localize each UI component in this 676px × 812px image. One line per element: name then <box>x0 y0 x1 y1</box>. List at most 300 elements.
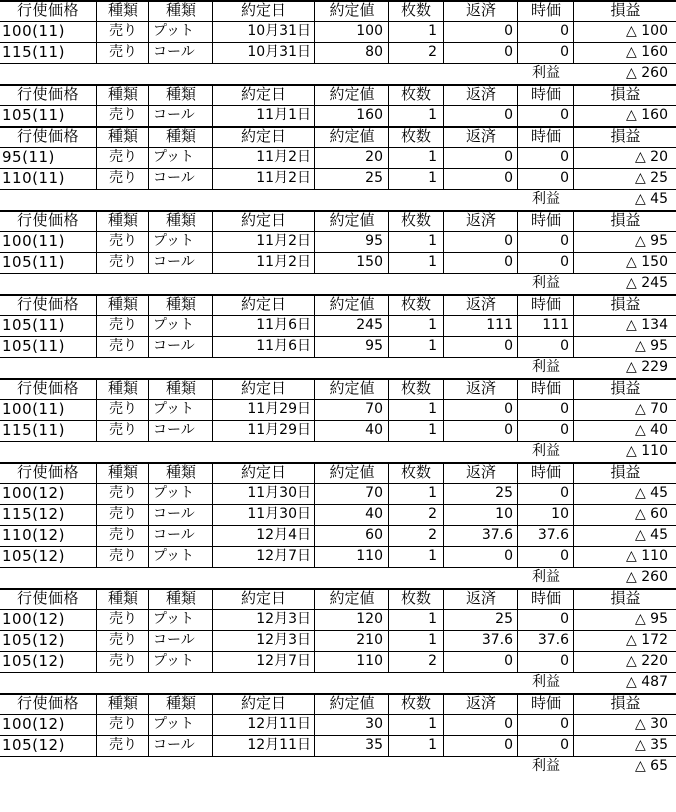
column-divider <box>443 546 444 567</box>
header-profit-loss: 損益 <box>610 211 641 229</box>
column-divider <box>443 168 444 189</box>
cell-market-value: 0 <box>560 485 569 501</box>
profit-total: △ 65 <box>634 758 668 774</box>
column-divider <box>148 651 149 672</box>
header-quantity: 枚数 <box>400 1 431 19</box>
cell-type-option: プット <box>153 149 195 165</box>
trade-row <box>0 399 676 420</box>
cell-type-side: 売り <box>109 254 137 270</box>
column-divider <box>517 21 518 42</box>
profit-total: △ 487 <box>626 674 668 690</box>
column-divider <box>148 336 149 357</box>
cell-type-side: 売り <box>109 170 137 186</box>
column-divider <box>573 336 574 357</box>
cell-strike-price: 105(11) <box>2 253 65 271</box>
column-divider <box>573 294 574 315</box>
cell-type-option: コール <box>153 737 195 753</box>
profit-label: 利益 <box>532 569 560 585</box>
column-divider <box>573 168 574 189</box>
column-divider <box>443 0 444 21</box>
cell-type-option: プット <box>153 653 195 669</box>
column-divider <box>443 315 444 336</box>
column-divider <box>212 420 213 441</box>
column-divider <box>314 504 315 525</box>
cell-trade-price: 150 <box>356 254 383 270</box>
header-quantity: 枚数 <box>400 85 431 103</box>
column-divider <box>443 399 444 420</box>
cell-trade-price: 110 <box>356 653 383 669</box>
column-divider <box>443 483 444 504</box>
header-row <box>0 378 676 399</box>
cell-profit-loss: △ 30 <box>634 716 668 732</box>
column-divider <box>96 42 97 63</box>
cell-trade-date: 12月3日 <box>256 632 311 648</box>
column-divider <box>388 84 389 105</box>
column-divider <box>148 630 149 651</box>
column-divider <box>314 315 315 336</box>
header-type-side: 種類 <box>107 295 138 313</box>
header-trade-price: 約定値 <box>329 379 375 397</box>
cell-strike-price: 100(12) <box>2 484 65 502</box>
cell-type-side: 売り <box>109 422 137 438</box>
cell-type-side: 売り <box>109 506 137 522</box>
column-divider <box>388 210 389 231</box>
header-quantity: 枚数 <box>400 589 431 607</box>
cell-repayment: 0 <box>504 149 513 165</box>
column-divider <box>517 420 518 441</box>
column-divider <box>388 294 389 315</box>
header-profit-loss: 損益 <box>610 589 641 607</box>
column-divider <box>573 483 574 504</box>
header-repayment: 返済 <box>465 1 496 19</box>
profit-total: △ 260 <box>626 569 668 585</box>
header-quantity: 枚数 <box>400 379 431 397</box>
cell-trade-date: 11月30日 <box>247 485 311 501</box>
column-divider <box>96 105 97 126</box>
cell-type-side: 売り <box>109 338 137 354</box>
column-divider <box>96 735 97 756</box>
cell-quantity: 1 <box>428 548 437 564</box>
trade-row <box>0 315 676 336</box>
header-profit-loss: 損益 <box>610 694 641 712</box>
trade-row <box>0 336 676 357</box>
column-divider <box>517 147 518 168</box>
cell-repayment: 37.6 <box>481 632 513 648</box>
column-divider <box>212 378 213 399</box>
cell-type-side: 売り <box>109 716 137 732</box>
cell-type-option: コール <box>153 527 195 543</box>
column-divider <box>517 525 518 546</box>
column-divider <box>314 651 315 672</box>
column-divider <box>573 609 574 630</box>
column-divider <box>212 504 213 525</box>
column-divider <box>96 714 97 735</box>
cell-strike-price: 105(11) <box>2 106 65 124</box>
cell-trade-price: 110 <box>356 548 383 564</box>
column-divider <box>212 126 213 147</box>
cell-type-side: 売り <box>109 44 137 60</box>
column-divider <box>314 735 315 756</box>
column-divider <box>96 336 97 357</box>
column-divider <box>443 84 444 105</box>
header-strike-price: 行使価格 <box>16 589 79 607</box>
cell-strike-price: 100(11) <box>2 232 65 250</box>
cell-type-option: コール <box>153 506 195 522</box>
column-divider <box>212 609 213 630</box>
header-row <box>0 210 676 231</box>
cell-quantity: 1 <box>428 254 437 270</box>
header-type-side: 種類 <box>107 694 138 712</box>
header-row <box>0 84 676 105</box>
header-type-option: 種類 <box>165 295 196 313</box>
profit-total: △ 45 <box>634 191 668 207</box>
column-divider <box>96 420 97 441</box>
column-divider <box>148 483 149 504</box>
column-divider <box>96 504 97 525</box>
cell-market-value: 0 <box>560 716 569 732</box>
column-divider <box>148 0 149 21</box>
header-strike-price: 行使価格 <box>16 295 79 313</box>
column-divider <box>314 588 315 609</box>
column-divider <box>573 399 574 420</box>
cell-trade-price: 210 <box>356 632 383 648</box>
header-row <box>0 0 676 21</box>
header-type-option: 種類 <box>165 694 196 712</box>
column-divider <box>573 630 574 651</box>
column-divider <box>212 231 213 252</box>
column-divider <box>443 126 444 147</box>
column-divider <box>96 231 97 252</box>
cell-repayment: 0 <box>504 44 513 60</box>
column-divider <box>443 504 444 525</box>
column-divider <box>443 462 444 483</box>
cell-trade-date: 10月31日 <box>247 23 311 39</box>
column-divider <box>314 168 315 189</box>
column-divider <box>314 252 315 273</box>
cell-profit-loss: △ 160 <box>626 44 668 60</box>
cell-type-option: コール <box>153 170 195 186</box>
column-divider <box>443 588 444 609</box>
column-divider <box>212 315 213 336</box>
column-divider <box>517 105 518 126</box>
cell-market-value: 0 <box>560 44 569 60</box>
column-divider <box>212 21 213 42</box>
column-divider <box>573 714 574 735</box>
column-divider <box>388 231 389 252</box>
column-divider <box>443 21 444 42</box>
column-divider <box>148 168 149 189</box>
column-divider <box>443 693 444 714</box>
column-divider <box>388 525 389 546</box>
trade-row <box>0 525 676 546</box>
column-divider <box>96 210 97 231</box>
cell-market-value: 37.6 <box>537 527 569 543</box>
cell-repayment: 0 <box>504 233 513 249</box>
column-divider <box>314 0 315 21</box>
cell-repayment: 111 <box>486 317 513 333</box>
column-divider <box>517 588 518 609</box>
column-divider <box>573 105 574 126</box>
column-divider <box>573 588 574 609</box>
column-divider <box>96 294 97 315</box>
header-type-option: 種類 <box>165 127 196 145</box>
profit-summary-row <box>0 189 676 210</box>
column-divider <box>443 525 444 546</box>
header-market-value: 時価 <box>530 463 561 481</box>
column-divider <box>148 210 149 231</box>
header-trade-date: 約定日 <box>240 85 286 103</box>
column-divider <box>388 651 389 672</box>
header-market-value: 時価 <box>530 1 561 19</box>
column-divider <box>314 693 315 714</box>
cell-profit-loss: △ 95 <box>634 611 668 627</box>
column-divider <box>443 231 444 252</box>
column-divider <box>314 546 315 567</box>
cell-trade-price: 70 <box>365 401 383 417</box>
cell-market-value: 10 <box>551 506 569 522</box>
cell-trade-date: 11月30日 <box>247 506 311 522</box>
cell-repayment: 0 <box>504 170 513 186</box>
header-type-side: 種類 <box>107 85 138 103</box>
column-divider <box>212 147 213 168</box>
column-divider <box>212 210 213 231</box>
cell-market-value: 0 <box>560 422 569 438</box>
header-repayment: 返済 <box>465 589 496 607</box>
cell-strike-price: 105(11) <box>2 337 65 355</box>
column-divider <box>148 252 149 273</box>
column-divider <box>314 21 315 42</box>
header-quantity: 枚数 <box>400 295 431 313</box>
cell-type-option: プット <box>153 548 195 564</box>
column-divider <box>314 420 315 441</box>
column-divider <box>388 42 389 63</box>
cell-market-value: 37.6 <box>537 632 569 648</box>
column-divider <box>148 147 149 168</box>
cell-profit-loss: △ 45 <box>634 527 668 543</box>
header-trade-price: 約定値 <box>329 1 375 19</box>
column-divider <box>148 126 149 147</box>
cell-strike-price: 100(12) <box>2 715 65 733</box>
header-market-value: 時価 <box>530 211 561 229</box>
cell-quantity: 1 <box>428 716 437 732</box>
trade-row <box>0 42 676 63</box>
header-profit-loss: 損益 <box>610 1 641 19</box>
cell-trade-price: 60 <box>365 527 383 543</box>
cell-quantity: 1 <box>428 422 437 438</box>
column-divider <box>314 609 315 630</box>
header-type-option: 種類 <box>165 379 196 397</box>
column-divider <box>212 294 213 315</box>
column-divider <box>573 504 574 525</box>
cell-trade-date: 11月6日 <box>256 317 311 333</box>
header-strike-price: 行使価格 <box>16 463 79 481</box>
column-divider <box>96 588 97 609</box>
cell-strike-price: 100(11) <box>2 22 65 40</box>
column-divider <box>573 651 574 672</box>
cell-trade-price: 20 <box>365 149 383 165</box>
column-divider <box>388 735 389 756</box>
column-divider <box>96 315 97 336</box>
profit-label: 利益 <box>532 359 560 375</box>
column-divider <box>212 525 213 546</box>
column-divider <box>212 693 213 714</box>
column-divider <box>573 735 574 756</box>
column-divider <box>443 105 444 126</box>
cell-repayment: 0 <box>504 107 513 123</box>
column-divider <box>388 147 389 168</box>
cell-strike-price: 115(11) <box>2 43 65 61</box>
header-market-value: 時価 <box>530 379 561 397</box>
column-divider <box>517 231 518 252</box>
header-strike-price: 行使価格 <box>16 85 79 103</box>
column-divider <box>443 210 444 231</box>
cell-repayment: 0 <box>504 737 513 753</box>
cell-strike-price: 100(11) <box>2 400 65 418</box>
cell-trade-price: 70 <box>365 485 383 501</box>
trade-row <box>0 420 676 441</box>
column-divider <box>148 588 149 609</box>
column-divider <box>96 609 97 630</box>
header-row <box>0 588 676 609</box>
cell-profit-loss: △ 150 <box>626 254 668 270</box>
header-trade-date: 約定日 <box>240 694 286 712</box>
column-divider <box>96 630 97 651</box>
cell-market-value: 0 <box>560 149 569 165</box>
cell-profit-loss: △ 70 <box>634 401 668 417</box>
column-divider <box>573 252 574 273</box>
column-divider <box>148 546 149 567</box>
cell-profit-loss: △ 25 <box>634 170 668 186</box>
profit-summary-row <box>0 756 676 777</box>
cell-profit-loss: △ 172 <box>626 632 668 648</box>
header-trade-price: 約定値 <box>329 463 375 481</box>
cell-market-value: 0 <box>560 737 569 753</box>
cell-quantity: 2 <box>428 506 437 522</box>
cell-strike-price: 105(12) <box>2 736 65 754</box>
trade-row <box>0 714 676 735</box>
header-repayment: 返済 <box>465 127 496 145</box>
column-divider <box>573 126 574 147</box>
cell-quantity: 1 <box>428 632 437 648</box>
column-divider <box>517 483 518 504</box>
column-divider <box>96 525 97 546</box>
column-divider <box>314 42 315 63</box>
trade-row <box>0 609 676 630</box>
column-divider <box>517 294 518 315</box>
cell-type-option: プット <box>153 716 195 732</box>
column-divider <box>388 504 389 525</box>
column-divider <box>517 714 518 735</box>
column-divider <box>517 735 518 756</box>
trade-row <box>0 147 676 168</box>
column-divider <box>314 231 315 252</box>
cell-quantity: 1 <box>428 401 437 417</box>
cell-type-option: プット <box>153 485 195 501</box>
column-divider <box>314 210 315 231</box>
cell-market-value: 0 <box>560 233 569 249</box>
cell-type-option: コール <box>153 338 195 354</box>
column-divider <box>517 0 518 21</box>
column-divider <box>517 210 518 231</box>
trade-row <box>0 546 676 567</box>
header-profit-loss: 損益 <box>610 379 641 397</box>
column-divider <box>148 42 149 63</box>
cell-trade-date: 12月3日 <box>256 611 311 627</box>
header-type-option: 種類 <box>165 463 196 481</box>
column-divider <box>388 714 389 735</box>
column-divider <box>573 546 574 567</box>
cell-repayment: 0 <box>504 422 513 438</box>
column-divider <box>148 21 149 42</box>
column-divider <box>443 651 444 672</box>
cell-trade-price: 95 <box>365 233 383 249</box>
cell-trade-price: 120 <box>356 611 383 627</box>
cell-strike-price: 110(11) <box>2 169 65 187</box>
cell-market-value: 0 <box>560 107 569 123</box>
column-divider <box>314 294 315 315</box>
column-divider <box>517 609 518 630</box>
cell-profit-loss: △ 95 <box>634 233 668 249</box>
column-divider <box>148 714 149 735</box>
profit-total: △ 260 <box>626 65 668 81</box>
column-divider <box>96 462 97 483</box>
cell-type-side: 売り <box>109 527 137 543</box>
column-divider <box>96 252 97 273</box>
header-type-option: 種類 <box>165 1 196 19</box>
column-divider <box>314 336 315 357</box>
header-quantity: 枚数 <box>400 211 431 229</box>
cell-trade-date: 12月11日 <box>247 737 311 753</box>
header-market-value: 時価 <box>530 127 561 145</box>
cell-type-side: 売り <box>109 653 137 669</box>
cell-type-side: 売り <box>109 401 137 417</box>
column-divider <box>388 462 389 483</box>
cell-repayment: 10 <box>495 506 513 522</box>
header-quantity: 枚数 <box>400 694 431 712</box>
cell-repayment: 0 <box>504 338 513 354</box>
column-divider <box>314 126 315 147</box>
cell-trade-price: 95 <box>365 338 383 354</box>
column-divider <box>96 483 97 504</box>
column-divider <box>314 105 315 126</box>
column-divider <box>388 105 389 126</box>
cell-trade-date: 12月11日 <box>247 716 311 732</box>
cell-type-side: 売り <box>109 548 137 564</box>
header-profit-loss: 損益 <box>610 295 641 313</box>
cell-market-value: 0 <box>560 611 569 627</box>
cell-profit-loss: △ 20 <box>634 149 668 165</box>
cell-type-side: 売り <box>109 737 137 753</box>
column-divider <box>212 714 213 735</box>
column-divider <box>388 336 389 357</box>
profit-summary-row <box>0 672 676 693</box>
header-strike-price: 行使価格 <box>16 379 79 397</box>
cell-quantity: 1 <box>428 338 437 354</box>
column-divider <box>148 693 149 714</box>
column-divider <box>573 462 574 483</box>
cell-trade-date: 11月2日 <box>256 170 311 186</box>
header-repayment: 返済 <box>465 211 496 229</box>
column-divider <box>96 693 97 714</box>
header-market-value: 時価 <box>530 694 561 712</box>
cell-type-side: 売り <box>109 485 137 501</box>
header-repayment: 返済 <box>465 463 496 481</box>
column-divider <box>388 609 389 630</box>
cell-trade-price: 40 <box>365 422 383 438</box>
cell-market-value: 0 <box>560 653 569 669</box>
cell-market-value: 0 <box>560 170 569 186</box>
column-divider <box>212 588 213 609</box>
